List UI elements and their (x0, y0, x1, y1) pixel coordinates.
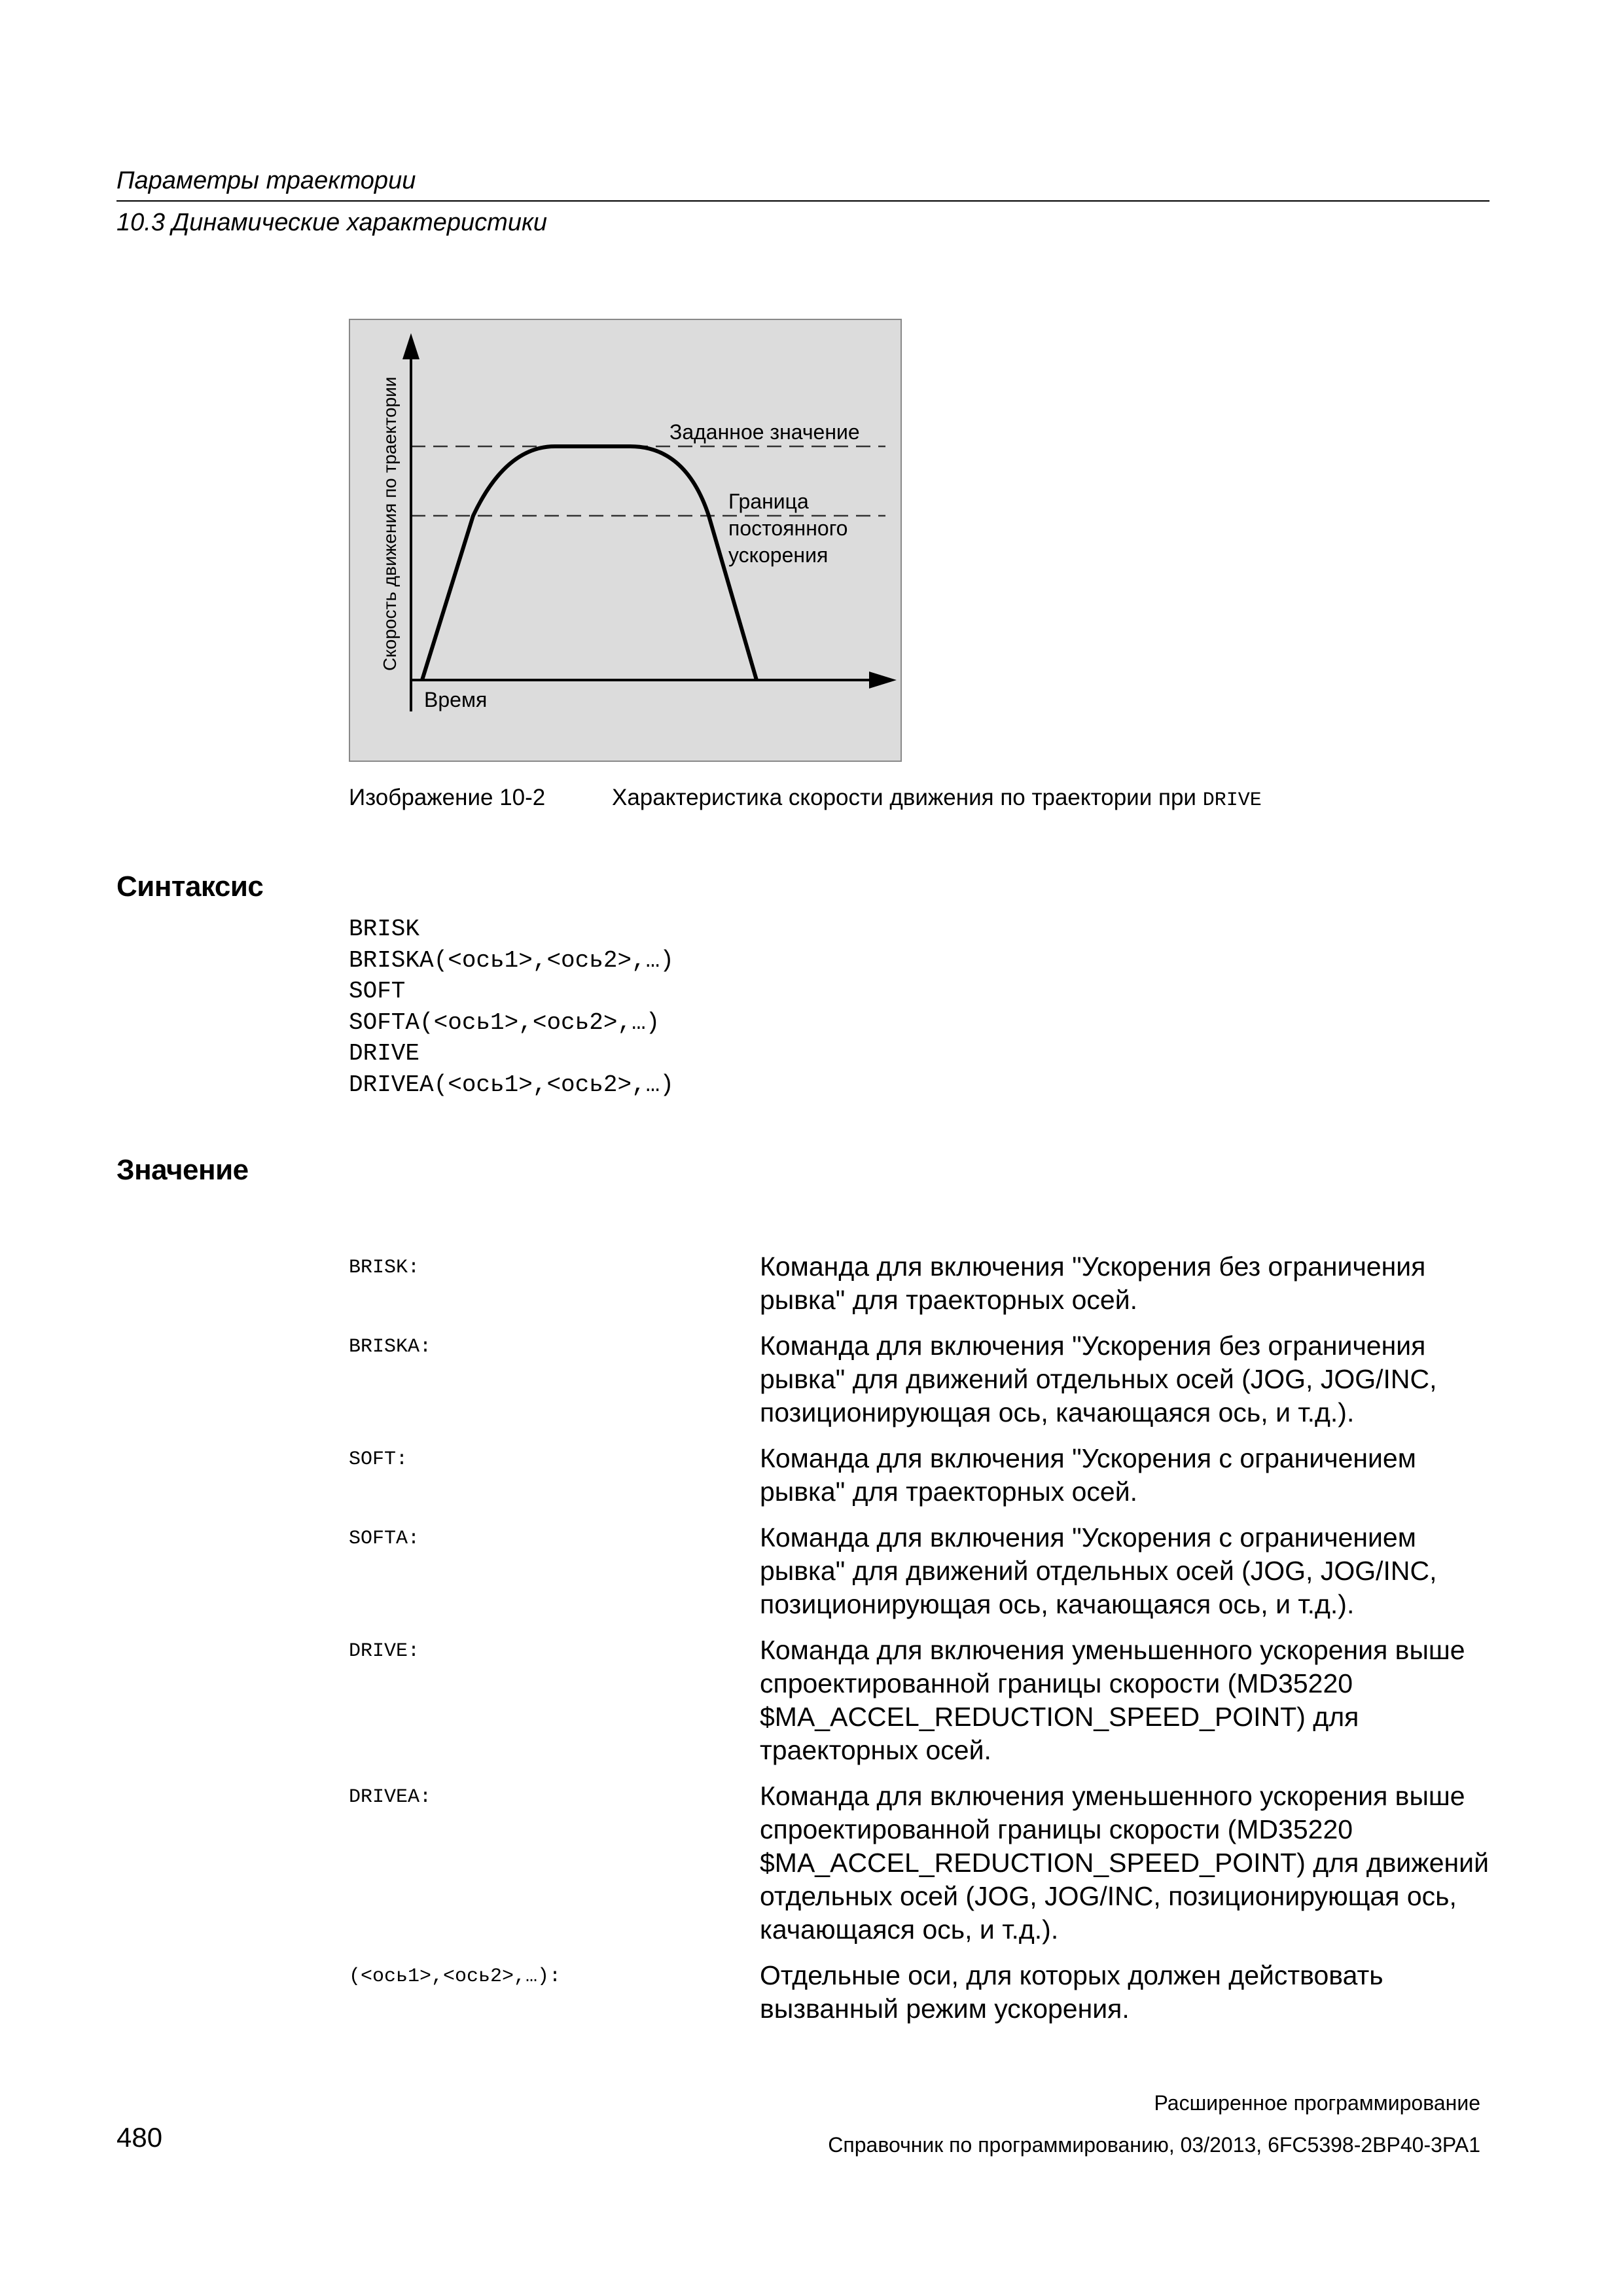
running-header-chapter: Параметры траектории (116, 167, 416, 194)
header-rule (116, 200, 1489, 202)
definition-row (349, 1780, 1501, 1946)
accel-limit-label-line2: постоянного (728, 516, 848, 540)
definition-row (349, 1250, 1501, 1317)
syntax-line: DRIVEA(<ось1>,<ось2>,…) (349, 1071, 674, 1098)
definition-term: (<ось1>,<ось2>,…): (349, 1965, 562, 1988)
syntax-line: SOFT (349, 978, 406, 1005)
syntax-line: BRISK (349, 916, 420, 942)
definition-row (349, 1634, 1501, 1767)
definition-desc: Отдельные оси, для которых должен действовать вызванный режим ускорения. (760, 1960, 1383, 2024)
accel-limit-label-line1: Граница (728, 490, 809, 513)
definition-desc: Команда для включения уменьшенного ускорения выше спроектированной границы скорости (MD35220 $MA_ACCEL_REDUCTION_SPEED_POINT) для движений отдельных осей (JOG, JOG/INC, позиционирующая ось, качающаяся ось, и т.д.). (760, 1781, 1489, 1945)
definition-row (349, 1959, 1501, 2026)
page-number: 480 (116, 2122, 163, 2153)
definition-desc: Команда для включения уменьшенного ускорения выше спроектированной границы скорости (MD35220 $MA_ACCEL_REDUCTION_SPEED_POINT) для траекторных осей. (760, 1635, 1465, 1765)
definitions-table (349, 1250, 1501, 2038)
definition-row (349, 1329, 1501, 1429)
syntax-line: BRISKA(<ось1>,<ось2>,…) (349, 946, 674, 974)
caption-text: Характеристика скорости движения по траектории при (612, 785, 1196, 810)
definition-row (349, 1521, 1501, 1621)
syntax-line: DRIVE (349, 1040, 420, 1067)
definition-term: DRIVE: (349, 1640, 420, 1662)
definition-row (349, 1442, 1501, 1509)
definition-desc: Команда для включения "Ускорения с ограничением рывка" для траекторных осей. (760, 1443, 1416, 1507)
definition-desc: Команда для включения "Ускорения без ограничения рывка" для движений отдельных осей (JOG, JOG/INC, позиционирующая ось, качающаяся ось, и т.д.). (760, 1331, 1437, 1427)
y-axis-label: Скорость движения по траектории (380, 376, 400, 671)
velocity-profile-diagram (349, 319, 902, 762)
footer-book-reference: Справочник по программированию, 03/2013, 6FC5398-2BP40-3PA1 (828, 2133, 1480, 2157)
definition-desc: Команда для включения "Ускорения с ограничением рывка" для движений отдельных осей (JOG, JOG/INC, позиционирующая ось, качающаяся ось, и т.д.). (760, 1522, 1437, 1619)
definition-term: SOFT: (349, 1448, 408, 1471)
definition-desc: Команда для включения "Ускорения без ограничения рывка" для траекторных осей. (760, 1251, 1426, 1315)
definition-term: SOFTA: (349, 1528, 420, 1550)
accel-limit-label-line3: ускорения (728, 543, 829, 567)
caption-number: Изображение 10-2 (349, 785, 546, 810)
x-axis-label: Время (424, 688, 488, 711)
meaning-heading: Значение (116, 1154, 249, 1186)
definition-term: DRIVEA: (349, 1786, 432, 1808)
syntax-line: SOFTA(<ось1>,<ось2>,…) (349, 1009, 660, 1036)
running-header-section: 10.3 Динамические характеристики (116, 209, 548, 236)
figure-caption (349, 784, 1262, 814)
syntax-heading: Синтаксис (116, 870, 264, 903)
footer-book-title: Расширенное программирование (1154, 2091, 1480, 2115)
velocity-profile-figure (349, 319, 902, 762)
syntax-block (349, 914, 674, 1100)
definition-term: BRISK: (349, 1257, 420, 1279)
setpoint-label: Заданное значение (669, 420, 860, 444)
caption-code: DRIVE (1202, 789, 1262, 812)
definition-term: BRISKA: (349, 1336, 432, 1358)
